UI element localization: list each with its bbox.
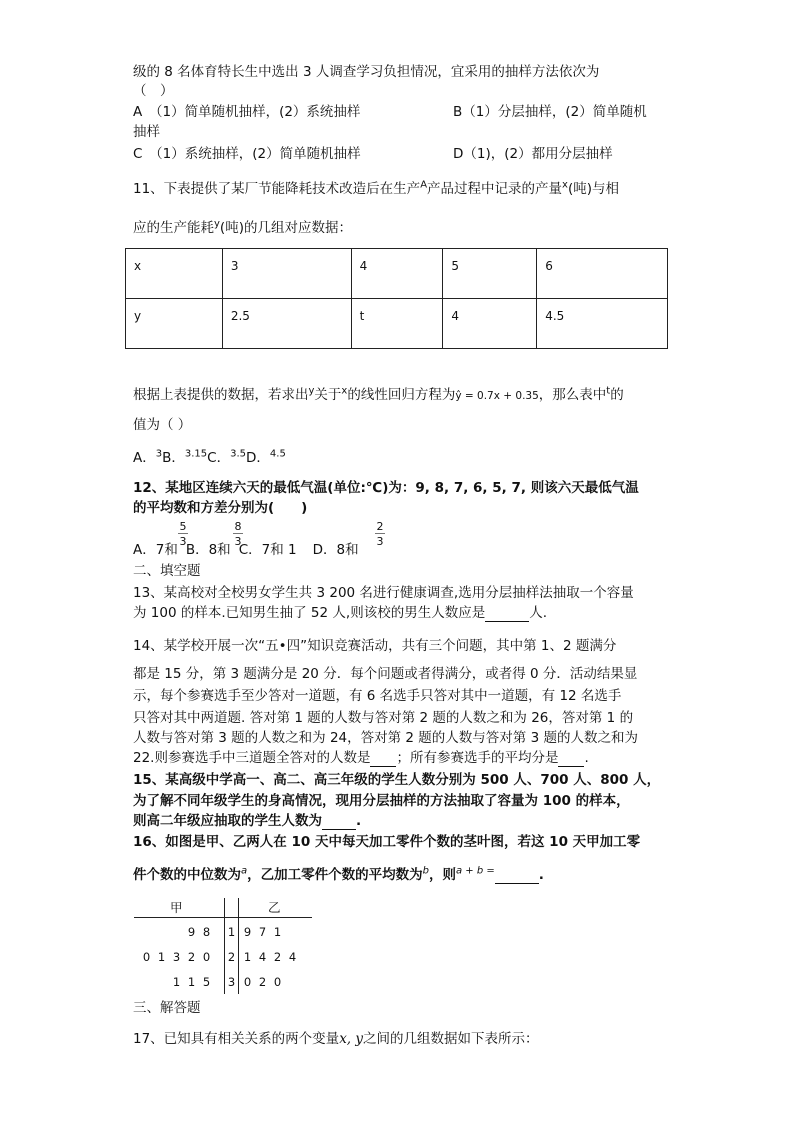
q13-line2 [133,604,547,622]
q14-line5: 人数与答对第 3 题的人数之和为 24，答对第 2 题的人数与答对第 3 题的人数之和为 [133,730,638,746]
stem-leaf-right-leaves-1 [240,925,285,939]
stem-value-2: 2 [227,950,236,964]
q10-line1: 级的 8 名体育特长生中选出 3 人调查学习负担情况，宜采用的抽样方法依次为 [133,64,600,80]
q11-choice-b-label: B． [162,450,185,466]
leaf: 1 [172,975,181,989]
q10-option-d: D（1)，(2）都用分层抽样 [453,146,613,162]
table-row [126,249,668,299]
q11-choice-a-label: A． [133,450,156,466]
q14-line6-a: 22.则参赛选手中三道题全答对的人数是 [133,750,371,766]
q17-vars: x, y [339,1031,364,1047]
q12-option-d: D．8和 [312,542,359,558]
q15-line3-a: 则高二年级应抽取的学生人数为 [133,813,322,829]
q14-line2: 都是 15 分，第 3 题满分是 20 分．每个问题或者得满分，或者得 0 分．活动结果显 [133,666,638,682]
q10-option-a: A （1）简单随机抽样，(2）系统抽样 [133,104,361,120]
leaf: 3 [172,950,181,964]
q11-text-b: 产品过程中记录的产量 [427,181,563,197]
q11-choice-a-value: 3 [155,448,163,460]
leaf: 2 [187,950,196,964]
fraction-bar [375,533,385,534]
leaf: 0 [202,950,211,964]
q10-option-b: B（1）分层抽样，(2）简单随机 [453,104,647,120]
stem-leaf-left-leaves-2 [139,950,214,964]
leaf: 2 [258,975,267,989]
q11-after-c: 的线性回归方程为 [347,387,456,403]
fraction-bar [233,533,243,534]
q11-line2-b: (吨)的几组对应数据： [219,220,352,236]
table-cell: y [126,299,223,349]
stem-leaf-left-leaves-1 [184,925,214,939]
table-cell: x [126,249,223,299]
q16-line2-c: ，则 [429,867,456,883]
q11-choices [133,449,286,467]
leaf: 1 [243,950,252,964]
leaf: 2 [273,950,282,964]
leaf: 9 [187,925,196,939]
table-cell: 4 [351,249,443,299]
q11-var-y: y [214,218,220,230]
q12-line2: 的平均数和方差分别为( ) [133,500,308,516]
q16-expression: a + b = [456,865,495,877]
leaf: 1 [273,925,282,939]
q10-line2: （ ） [133,83,174,99]
q16-var-b: b [422,865,429,877]
q14-line6-c: . [584,750,589,766]
q11-text-c: (吨)与相 [567,181,619,197]
q11-after-table [133,386,624,405]
q11-regression-equation: ŷ = 0.7x + 0.35 [455,390,539,402]
leaf: 0 [273,975,282,989]
table-cell: 5 [443,249,537,299]
leaf: 0 [142,950,151,964]
q16-line2 [133,866,544,884]
fraction-bar [178,533,188,534]
stem-value-1: 1 [227,925,236,939]
leaf: 4 [258,950,267,964]
q11-var-a: A [420,179,428,191]
stem-leaf-divider-right [238,898,239,994]
q16-var-a: a [241,865,248,877]
q14-answer-blank-1[interactable] [370,766,396,767]
leaf: 1 [157,950,166,964]
q15-line2: 为了解不同年级学生的身高情况，现用分层抽样的方法抽取了容量为 100 的样本， [133,793,630,809]
stem-leaf-header-right: 乙 [268,900,281,915]
table-cell: 3 [222,249,351,299]
q17-line1 [133,1030,539,1048]
table-cell: 2.5 [222,299,351,349]
q13-line1: 13、某高校对全校男女学生共 3 200 名进行健康调查,选用分层抽样法抽取一个容量 [133,585,634,601]
q11-choice-b-value: 3.15 [184,448,208,460]
q14-line4: 只答对其中两道题. 答对第 1 题的人数与答对第 2 题的人数之和为 26，答对第 1 的 [133,710,634,726]
q14-line6 [133,749,589,767]
table-cell: t [351,299,443,349]
q11-choice-c-value: 3.5 [230,448,246,460]
stem-leaf-right-leaves-3 [240,975,285,989]
q11-text-a: 11、下表提供了某厂节能降耗技术改造后在生产 [133,181,421,197]
q11-var-x: x [562,179,568,191]
fraction-numerator: 2 [376,520,384,533]
stem-leaf-right-leaves-2 [240,950,300,964]
q13-line2-b: 人. [529,605,547,621]
q10-option-b-cont: 抽样 [133,124,160,140]
q14-answer-blank-2[interactable] [558,766,584,767]
q15-line3 [133,812,361,830]
table-cell: 4 [443,299,537,349]
section-fill-in-title: 二、填空题 [133,563,201,579]
fraction-denominator: 3 [179,535,187,548]
q11-data-table [125,248,668,349]
q16-line2-d: . [538,867,544,883]
q11-after-x: x [341,385,348,397]
leaf: 4 [288,950,297,964]
leaf: 8 [202,925,211,939]
fraction-numerator: 5 [179,520,187,533]
leaf: 0 [243,975,252,989]
stem-leaf-header-rule [134,917,312,918]
q12-option-c: C．7和 1 [238,542,297,558]
q11-choice-d-value: 4.5 [269,448,286,460]
q12-option-b: B．8和 [185,542,231,558]
leaf: 5 [202,975,211,989]
stem-leaf-header-left: 甲 [170,900,183,915]
q16-line2-a: 件个数的中位数为 [133,867,241,883]
table-row [126,299,668,349]
q14-line1: 14、某学校开展一次“五•四”知识竞赛活动，共有三个问题，其中第 1、2 题满分 [133,638,617,654]
leaf: 9 [243,925,252,939]
q12-fraction-d [375,521,385,547]
q11-line1 [133,180,619,198]
q17-line1-b: 之间的几组数据如下表所示： [363,1031,539,1047]
q11-after-b: 关于 [314,387,342,403]
q12-options [133,541,359,559]
q14-line6-b: ；所有参赛选手的平均分是 [396,750,559,766]
section-answer-title: 三、解答题 [133,1000,201,1016]
q11-after-e: 的 [610,387,624,403]
q11-after-y: y [308,385,315,397]
leaf: 1 [187,975,196,989]
q16-line1: 16、如图是甲、乙两人在 10 天中每天加工零件个数的茎叶图，若这 10 天甲加工零 [133,834,641,850]
leaf: 7 [258,925,267,939]
q11-choice-d-label: D． [246,450,270,466]
q10-option-c: C （1）系统抽样，(2）简单随机抽样 [133,146,361,162]
q14-line3: 示，每个参赛选手至少答对一道题，有 6 名选手只答对其中一道题，有 12 名选手 [133,688,622,704]
q16-line2-b: ，乙加工零件个数的平均数为 [247,867,423,883]
table-cell: 6 [537,249,668,299]
q11-choice-c-label: C． [207,450,231,466]
q12-line1: 12、某地区连续六天的最低气温(单位:℃)为：9, 8, 7, 6, 5, 7, 则该六天最低气温 [133,480,639,496]
q11-after-a: 根据上表提供的数据，若求出 [133,387,309,403]
q15-line3-b: . [356,813,362,829]
q13-line2-a: 为 100 的样本.已知男生抽了 52 人,则该校的男生人数应是 [133,605,486,621]
q15-answer-blank[interactable] [322,829,356,830]
q11-after-t: t [606,385,611,397]
fraction-numerator: 8 [234,520,242,533]
q11-value-line: 值为（ ） [133,417,192,433]
q11-line2 [133,219,352,237]
q16-answer-blank[interactable] [495,883,539,884]
q17-line1-a: 17、已知具有相关关系的两个变量 [133,1031,340,1047]
stem-leaf-left-leaves-3 [169,975,214,989]
q15-line1: 15、某高级中学高一、高二、高三年级的学生人数分别为 500 人、700 人、800 人， [133,772,661,788]
fraction-denominator: 3 [376,535,384,548]
table-cell: 4.5 [537,299,668,349]
stem-value-3: 3 [227,975,236,989]
fraction-denominator: 3 [234,535,242,548]
q12-option-a: A．7和 [133,542,178,558]
q11-after-d: ，那么表中 [538,387,607,403]
q11-line2-a: 应的生产能耗 [133,220,214,236]
q13-answer-blank[interactable] [485,621,529,622]
stem-leaf-plot [130,898,315,998]
